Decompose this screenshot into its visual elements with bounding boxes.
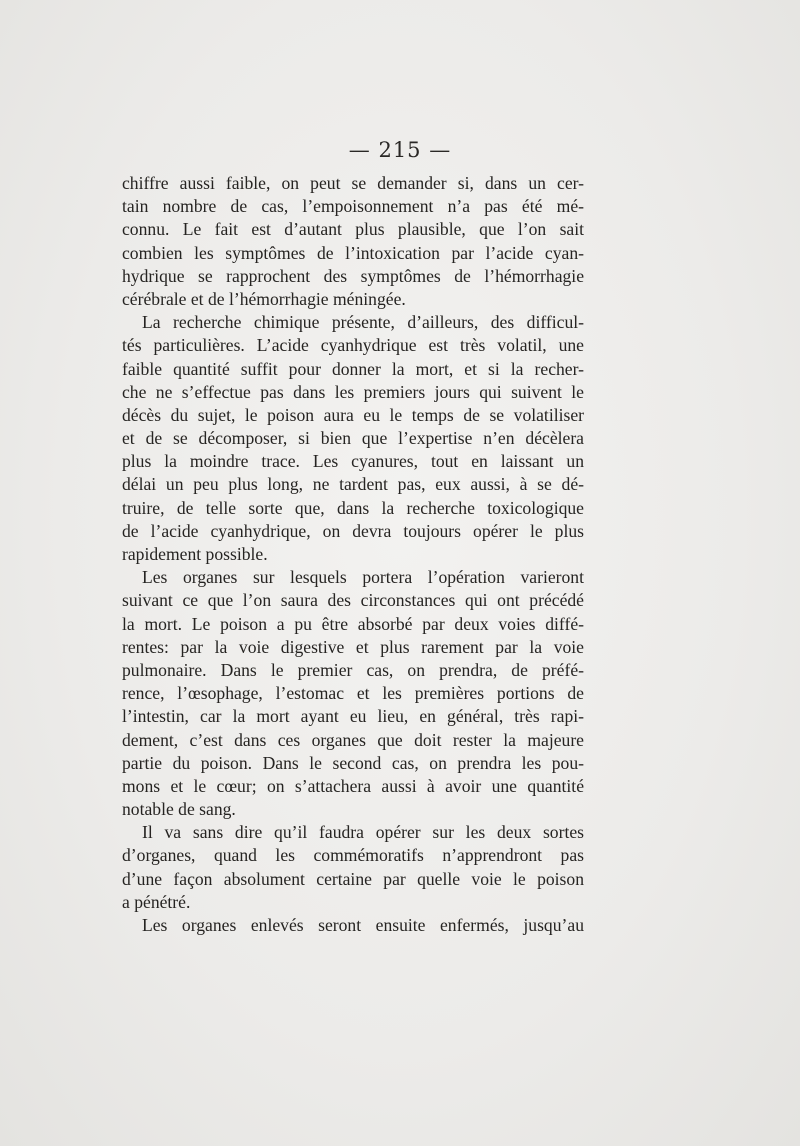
text-line: l’intestin, car la mort ayant eu lieu, en général, très rapi- <box>122 706 584 727</box>
text-line: hydrique se rapprochent des symptômes de l’hémorrhagie <box>122 265 584 286</box>
text-line: d’une façon absolument certaine par quelle voie le poison <box>122 868 584 889</box>
text-line: combien les symptômes de l’intoxication par l’acide cyan- <box>122 242 584 263</box>
text-line: mons et le cœur; on s’attachera aussi à avoir une quantité <box>122 775 584 796</box>
text-line: Les organes sur lesquels portera l’opération varieront <box>142 567 584 588</box>
text-line: d’organes, quand les commémoratifs n’apprendront pas <box>122 845 584 866</box>
text-line: notable de sang. <box>122 799 236 820</box>
text-line: che ne s’effectue pas dans les premiers jours qui suivent le <box>122 381 584 402</box>
text-line: Les organes enlevés seront ensuite enfermés, jusqu’au <box>142 915 584 935</box>
text-line: rentes: par la voie digestive et plus rarement par la voie <box>122 636 584 657</box>
text-line: et de se décomposer, si bien que l’expertise n’en décèlera <box>122 428 584 449</box>
text-line: connu. Le fait est d’autant plus plausible, que l’on sait <box>122 219 584 240</box>
text-line: chiffre aussi faible, on peut se demander si, dans un cer- <box>122 173 584 193</box>
text-line: de l’acide cyanhydrique, on devra toujours opérer le plus <box>122 520 584 541</box>
text-line: rence, l’œsophage, l’estomac et les premières portions de <box>122 683 584 704</box>
text-line: La recherche chimique présente, d’ailleurs, des difficul- <box>142 312 584 333</box>
text-line: plus la moindre trace. Les cyanures, tout en laissant un <box>122 451 584 472</box>
text-line: rapidement possible. <box>122 544 268 564</box>
text-line: truire, de telle sorte que, dans la recherche toxicologique <box>122 497 584 518</box>
text-line: suivant ce que l’on saura des circonstances qui ont précédé <box>122 590 584 611</box>
body-text <box>122 172 584 937</box>
text-line: tés particulières. L’acide cyanhydrique est très volatil, une <box>122 335 584 356</box>
text-line: cérébrale et de l’hémorrhagie méningée. <box>122 288 406 309</box>
page-number: — 215 — <box>348 138 452 162</box>
text-line: Il va sans dire qu’il faudra opérer sur les deux sortes <box>142 822 584 843</box>
text-line: pulmonaire. Dans le premier cas, on prendra, de préfé- <box>122 659 584 680</box>
text-line: partie du poison. Dans le second cas, on prendra les pou- <box>122 752 584 773</box>
text-line: tain nombre de cas, l’empoisonnement n’a pas été mé- <box>122 196 584 217</box>
text-line: délai un peu plus long, ne tardent pas, eux aussi, à se dé- <box>122 474 584 495</box>
text-line: dement, c’est dans ces organes que doit rester la majeure <box>122 729 584 750</box>
text-line: la mort. Le poison a pu être absorbé par deux voies diffé- <box>122 613 584 634</box>
text-line: a pénétré. <box>122 891 191 912</box>
text-line: décès du sujet, le poison aura eu le temps de se volatiliser <box>122 404 584 425</box>
text-line: faible quantité suffit pour donner la mort, et si la recher- <box>122 358 584 379</box>
